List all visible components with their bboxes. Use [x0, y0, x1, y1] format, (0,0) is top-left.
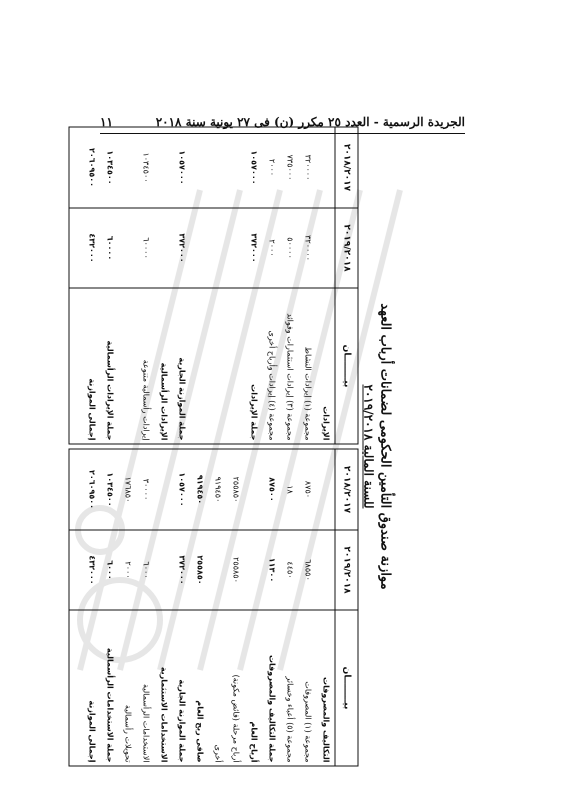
row-value-2018: ٧٣٥٠٠٠ [285, 154, 295, 181]
row-label: جملة التكاليف والمصروفات [263, 610, 281, 766]
row-value-2018: ١٠٣٤٥٠٠ [105, 150, 115, 185]
expenses-column-headers [335, 450, 358, 766]
revenues-table [69, 127, 359, 445]
page-number: ١١ [100, 115, 113, 129]
row-value-2018 [227, 128, 245, 208]
expenses-table [69, 449, 359, 767]
row-label: أرباح مرحلة (فائض مكونة) [227, 610, 245, 766]
row-value-2019 [191, 208, 209, 288]
row-value-2018 [317, 450, 335, 530]
row-value-2018: ١٠٣٤٥٠٠ [141, 152, 151, 183]
row-value-2019: ٢٥٥٨٥٠ [227, 530, 245, 610]
budget-document [69, 127, 394, 767]
row-value-2018 [155, 450, 173, 530]
row-label: أخرى [209, 610, 227, 766]
row-value-2019: ٤٣٢٠٠٠ [83, 530, 101, 610]
row-value-2019 [317, 530, 335, 610]
row-value-2019 [245, 530, 263, 610]
row-label: إجمالى الموازنة [83, 610, 101, 766]
row-label [119, 288, 137, 444]
row-value-2019 [155, 208, 173, 288]
row-label: جملة الموازنة الجارية [173, 610, 191, 766]
row-value-2018 [317, 128, 335, 208]
row-value-2019 [155, 530, 173, 610]
row-value-2019 [209, 530, 227, 610]
row-label: صافى ربح العام [191, 610, 209, 766]
row-label: مجموعة (٥) أعباء وخسائر [281, 610, 299, 766]
row-label: جملة الاستخدامات الرأسمالية [101, 610, 119, 766]
row-label: الإيرادات [317, 288, 335, 444]
row-value-2018: ٣٢٠٠٠٠ [303, 154, 313, 181]
row-label: جملة الإيرادات [245, 288, 263, 444]
column-header-year-2018: ٢٠١٨/٢٠١٧ [341, 143, 352, 192]
row-value-2018: ٨٧٥٠٠ [267, 477, 277, 502]
row-value-2019: ٣٧٢٠٠٠ [173, 208, 191, 288]
row-value-2018: ٣٠٠٠٠ [141, 478, 151, 501]
row-label: مجموعة (٤) إيرادات وأرباح أخرى [263, 288, 281, 444]
row-value-2019 [317, 208, 335, 288]
row-value-2018 [191, 128, 209, 208]
row-value-2018 [119, 128, 137, 208]
row-label: مجموعة (٣) إيرادات استثمارات وفوائد [281, 288, 299, 444]
row-label: إيرادات رأسمالية متنوعة [137, 288, 155, 444]
revenues-rows [83, 128, 335, 444]
row-value-2019: ٢٠٠٠ [119, 530, 137, 610]
row-value-2018: ١٠٣٤٥٠٠ [105, 472, 115, 507]
row-value-2018: ١٠٥٧٠٠٠ [177, 150, 187, 185]
row-value-2019: ٤٣٢٠٠٠ [83, 208, 101, 288]
row-value-2019: ٦٠٠٠٠ [137, 208, 155, 288]
row-label: مجموعة (١) المصروفات [299, 610, 317, 766]
row-value-2019: ٢٥٥٨٥٠ [191, 530, 209, 610]
row-label: تحويلات رأسمالية [119, 610, 137, 766]
row-label [191, 288, 209, 444]
column-header-item: بيــــــــان [336, 610, 358, 766]
row-label: الاستخدامات الاستثمارية [155, 610, 173, 766]
row-value-2019: ١١٣٠٠ [263, 530, 281, 610]
row-value-2018: ٢٠٦٠٩٥٠٠ [87, 147, 97, 188]
column-header-year-2019: ٢٠١٩/٢٠١٨ [336, 530, 358, 610]
row-value-2018: ١٠٥٧٠٠٠ [177, 472, 187, 507]
row-label [209, 288, 227, 444]
row-value-2019: ٥٠٠٠٠ [281, 208, 299, 288]
row-value-2018: ١٨ [285, 485, 295, 494]
expenses-rows [83, 450, 335, 766]
row-value-2018: ٩١٩٤٥٠ [213, 476, 223, 503]
row-label: مجموعة (١) إيرادات النشاط [299, 288, 317, 444]
row-label: جملة الإيرادات الرأسمالية [101, 288, 119, 444]
journal-title: الجريدة الرسمية - العدد ٢٥ مكرر (ن) فى ٢٧ يونية سنة ٢٠١٨ [155, 115, 465, 129]
row-value-2018: ١٠٥٧٠٠٠ [249, 150, 259, 185]
row-label: الاستخدامات الرأسمالية [137, 610, 155, 766]
row-value-2019: ٣٧٢٠٠٠ [173, 530, 191, 610]
row-value-2019: ٣٢٠٠٠٠ [299, 208, 317, 288]
row-value-2019 [209, 208, 227, 288]
document-title: موازنة صندوق التأمين الحكومى لضمانات أرباب العهد [377, 303, 393, 590]
row-label [227, 288, 245, 444]
column-header-item: بيــــــــان [336, 288, 358, 444]
row-value-2018: ٢٠٠٠ [267, 158, 277, 177]
column-header-year-2019: ٢٠١٩/٢٠١٨ [336, 208, 358, 288]
row-label: التكاليف والمصروفات [317, 610, 335, 766]
row-value-2019: ٢٠٠٠ [263, 208, 281, 288]
row-value-2019: ٤٤٥٠ [281, 530, 299, 610]
row-value-2018: ٢٠٦٠٩٥٠٠ [87, 469, 97, 510]
row-value-2019 [227, 208, 245, 288]
row-value-2019: ٦٨٥٥٠ [299, 530, 317, 610]
row-value-2018: ٩١٩٤٥٠ [195, 474, 205, 505]
column-header-year-2018: ٢٠١٨/٢٠١٧ [341, 465, 352, 514]
row-value-2019: ٦٠٠٠ [137, 530, 155, 610]
row-value-2018 [245, 450, 263, 530]
row-value-2019: ٦٠٠٠٠ [101, 208, 119, 288]
revenues-column-headers [335, 128, 358, 444]
row-value-2019: ٣٧٢٠٠٠ [245, 208, 263, 288]
row-value-2019 [119, 208, 137, 288]
row-label: الإيرادات الرأسمالية [155, 288, 173, 444]
document-subtitle: للسنة المالية ٢٠١٩/٢٠١٨ [361, 384, 376, 509]
row-label: أرباح العام [245, 610, 263, 766]
row-label: جملة الموازنة الجارية [173, 288, 191, 444]
row-label: إجمالى الموازنة [83, 288, 101, 444]
row-value-2018: ١٧٦٨٥٠ [123, 476, 133, 503]
row-value-2018: ٨٧٥٠ [303, 480, 313, 499]
row-value-2018 [155, 128, 173, 208]
row-value-2018 [209, 128, 227, 208]
row-value-2018: ٢٥٥٨٥٠ [231, 476, 241, 503]
row-value-2019: ٦٠٠٠ [101, 530, 119, 610]
